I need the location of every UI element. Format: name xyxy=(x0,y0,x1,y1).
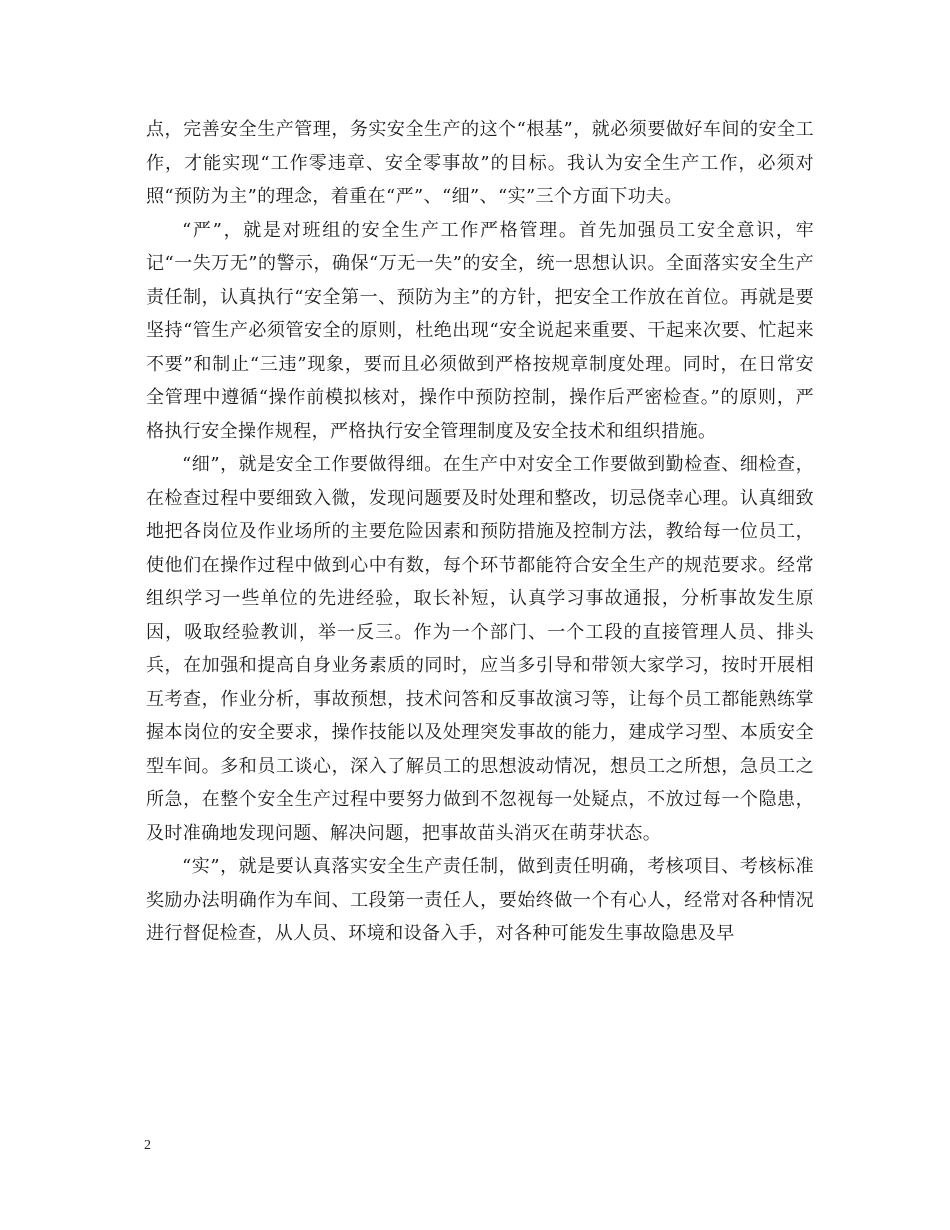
page-number: 2 xyxy=(144,1138,151,1153)
paragraph-shi: “实”，就是要认真落实安全生产责任制，做到责任明确，考核项目、考核标准奖励办法明确作为车间、工段第一责任人，要始终做一个有心人，经常对各种情况进行督促检查，从人员、环境和设备入手，对各种可能发生事故隐患及早 xyxy=(146,856,814,944)
paragraph-xi: “细”，就是安全工作要做得细。在生产中对安全工作要做到勤检查、细检查，在检查过程中要细致入微，发现问题要及时处理和整改，切忌侥幸心理。认真细致地把各岗位及作业场所的主要危险因素和预防措施及控制方法，教给每一位员工，使他们在操作过程中做到心中有数，每个环节都能符合安全生产的规范要求。经常组织学习一些单位的先进经验，取长补短，认真学习事故通报，分析事故发生原因，吸取经验教训，举一反三。作为一个部门、一个工段的直接管理人员、排头兵，在加强和提高自身业务素质的同时，应当多引导和带领大家学习，按时开展相互考查，作业分析，事故预想，技术问答和反事故演习等，让每个员工都能熟练掌握本岗位的安全要求，操作技能以及处理突发事故的能力，建成学习型、本质安全型车间。多和员工谈心，深入了解员工的思想波动情况，想员工之所想，急员工之所急，在整个安全生产过程中要努力做到不忽视每一处疑点，不放过每一个隐患，及时准确地发现问题、解决问题，把事故苗头消灭在萌芽状态。 xyxy=(146,454,814,844)
paragraph-yan: “严”，就是对班组的安全生产工作严格管理。首先加强员工安全意识，牢记“一失万无”的警示，确保“万无一失”的安全，统一思想认识。全面落实安全生产责任制，认真执行“安全第一、预防为主”的方针，把安全工作放在首位。再就是要坚持“管生产必须管安全的原则，杜绝出现“安全说起来重要、干起来次要、忙起来不要”和制止“三违”现象，要而且必须做到严格按规章制度处理。同时，在日常安全管理中遵循“操作前模拟核对，操作中预防控制，操作后严密检查。”的原则，严格执行安全操作规程，严格执行安全管理制度及安全技术和组织措施。 xyxy=(146,219,814,442)
document-body xyxy=(146,113,814,951)
paragraph-continuation: 点，完善安全生产管理，务实安全生产的这个“根基”，就必须要做好车间的安全工作，才能实现“工作零违章、安全零事故”的目标。我认为安全生产工作，必须对照“预防为主”的理念，着重在“严”、“细”、“实”三个方面下功夫。 xyxy=(146,119,814,207)
